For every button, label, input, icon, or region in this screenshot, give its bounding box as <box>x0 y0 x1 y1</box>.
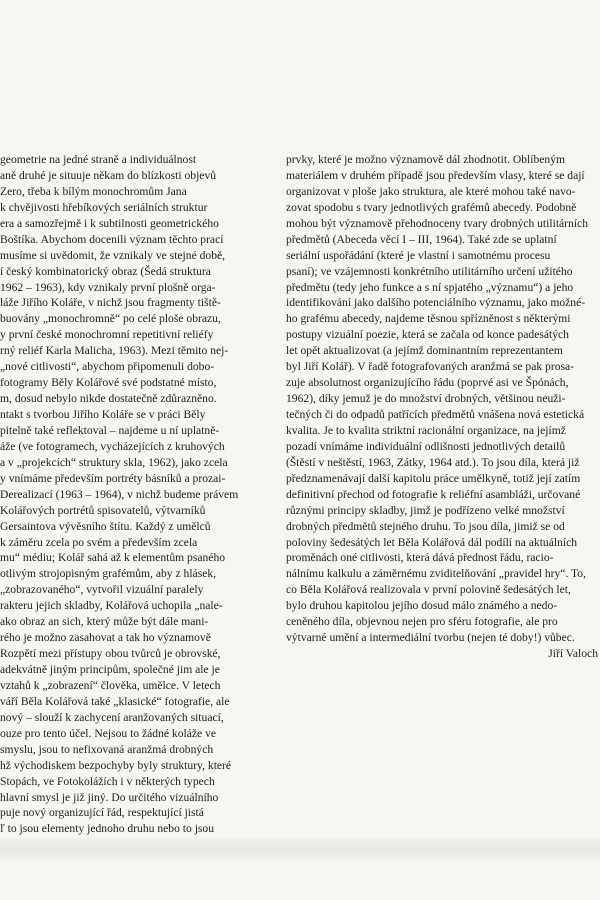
text-line: „zobrazovaného“, vytvořil vizuální paralely <box>0 583 204 597</box>
text-line: buovány „monochromně“ po celé ploše obrazu, <box>0 312 221 326</box>
text-line: co Běla Kolářová realizovala v první polovině šedesátých let, <box>286 583 571 597</box>
text-line: váří Běla Kolářová také „klasické“ fotografie, ale <box>0 694 230 708</box>
text-line: 1962), díky jemuž je do množství drobných, většinou neuži- <box>286 392 566 406</box>
text-line: era a samozřejmě i k subtilnosti geometrického <box>0 216 219 230</box>
text-line: y vnímáme především portréty básníků a prozai- <box>0 471 226 485</box>
text-line: postupy vizuální poezie, která se začala od konce padesátých <box>286 328 569 342</box>
page-bottom-shadow <box>0 838 600 860</box>
text-line: výtvarné umění a intermediální tvorbu (nejen té doby!) vůbec. <box>286 631 575 645</box>
text-line: identifikování jako dalšího potenciálního významu, jako možné- <box>286 296 586 310</box>
text-line: hž východiskem bezpochyby byly struktury, které <box>0 758 232 772</box>
text-line: Derealizací (1963 – 1964), v nichž budeme právem <box>0 487 239 501</box>
text-line: áže (ve fotogramech, vycházejících z kruhových <box>0 439 225 453</box>
text-line: Rozpětí mezi přístupy obou tvůrců je obrovské, <box>0 647 221 661</box>
text-line: a v „projekcích“ struktury skla, 1962), jako zcela <box>0 455 228 469</box>
text-line: y první české monochromní repetitivní reliéfy <box>0 328 214 342</box>
text-line: bylo druhou kapitolou jejího dosud málo známého a nedo- <box>286 599 558 613</box>
text-line: ľ to jsou elementy jednoho druhu nebo to jsou <box>0 822 215 836</box>
text-line: vztahů k „zobrazení“ člověka, umělce. V letech <box>0 678 221 692</box>
text-line: Boštíka. Abychom docenili význam těchto prací <box>0 232 224 246</box>
text-line: zovat spodobu s tvary jednotlivých grafémů abecedy. Podobně <box>286 200 577 214</box>
text-line: ho grafému abecedy, najdeme těsnou spřízněnost s některými <box>286 312 571 326</box>
text-line: ako obraz an sich, který může být dále mani- <box>0 615 209 629</box>
text-line: pozadí vnímáme individuální odlišnosti jednotlivých detailů <box>286 439 566 453</box>
text-line: mohou být významově přehodnoceny tvary drobných utilitárních <box>286 216 589 230</box>
text-line: pujе nový organizující řád, respektující jistá <box>0 806 204 820</box>
text-line: ceněného díla, objevnou nejen pro sféru fotografie, ale pro <box>286 615 558 629</box>
text-line: ntakt s tvorbou Jiřího Koláře se v práci Běly <box>0 408 206 421</box>
text-line: mu“ médiu; Kolář sahá až k elementům psaného <box>0 551 226 565</box>
text-line: 1962 – 1963), kdy vznikaly první plošně orga- <box>0 280 216 294</box>
text-line: m, dosud nebylo nikde dostatečně zdůrazněno. <box>0 392 217 406</box>
author-signature: Jiří Valoch <box>548 647 598 661</box>
text-line: geometrie na jedné straně a individuálnost <box>0 153 197 166</box>
text-line: adekvátně jiným principům, společné jim ale je <box>0 663 220 676</box>
text-line: í český kombinatorický obraz (Šedá struktura <box>0 264 211 278</box>
text-line: otlivým strojopisným grafémům, aby z hlásek, <box>0 567 217 581</box>
text-line: definitivní přechod od fotografie k reliéfní asambláži, určované <box>286 487 581 501</box>
text-line: (Štěstí v neštěstí, 1963, Zátky, 1964 atd.). To jsou díla, která již <box>286 455 580 469</box>
text-line: nový – slouží k zachycení aranžovaných situací, <box>0 710 224 724</box>
text-line: rakteru jejich skladby, Kolářová uchopila „nale- <box>0 599 223 613</box>
text-line: hlavní smysl je již jiný. Do určitého vizuálního <box>0 790 219 804</box>
text-line: Stopách, ve Fotokolážích i v některých typech <box>0 774 215 788</box>
text-line: láže Jiřího Koláře, v nichž jsou fragmenty tiště- <box>0 296 221 310</box>
text-line: musíme si uvědomit, že vznikaly ve stejné době, <box>0 248 226 262</box>
text-line: Kolářových portrétů spisovatelů, výtvarníků <box>0 503 206 517</box>
text-line: smyslu, jsou to nefixovaná aranžmá drobných <box>0 742 214 756</box>
text-line: aně druhé je situuje někam do blízkosti objevů <box>0 168 217 182</box>
text-line: byl Jiří Kolář). V řadě fotografovaných aranžmá se pak prosa- <box>286 360 575 374</box>
text-line: zuje absolutnost organizujícího řádu (poprvé asi ve Špónách, <box>286 376 569 390</box>
text-line: rého je možno zasahovat a tak ho významově <box>0 631 211 645</box>
text-line: předznamenávají další kapitolu práce umělkyně, totiž její zatím <box>286 471 581 485</box>
left-text-column <box>0 152 284 837</box>
text-line: k chvějivosti hřebíkových seriálních struktur <box>0 200 208 214</box>
text-line: fotogramy Běly Kolářové své podstatné místo, <box>0 376 217 390</box>
text-line: předmětů (Abeceda věcí I – III, 1964). Také zde se uplatní <box>286 232 557 246</box>
text-line: seriální uspořádání (které je vlastní i samotnému procesu <box>286 248 551 262</box>
text-line: k záměru zcela po svém a především zcela <box>0 535 198 549</box>
text-line: kvalita. Je to kvalita striktní racionální organizace, na jejímž <box>286 423 566 437</box>
text-line: prvky, které je možno významově dál zhodnotit. Oblíbeným <box>286 153 566 166</box>
text-line: organizovat v ploše jako struktura, ale které mohou také navo- <box>286 184 576 198</box>
text-line: nálnímu kalkulu a záměrnému zviditelňování „pravidel hry“. To, <box>286 567 586 581</box>
text-line: psaní); ve vzájemnosti konkrétního utilitárního určení užitého <box>286 264 573 278</box>
text-line: „nové citlivosti“, abychom připomenuli dobo- <box>0 360 215 374</box>
text-line: tečných či do odpadů patřících předmětů vnášena nová estetická <box>286 408 585 421</box>
text-line: rný reliéf Karla Malicha, 1963). Mezi těmito nej- <box>0 344 229 358</box>
text-line: pitelně také reflektoval – najdeme u ní uplatně- <box>0 423 220 437</box>
text-line: ouze pro tento účel. Nejsou to žádné koláže ve <box>0 726 217 740</box>
text-line: proměnách oné citlivosti, která dává přednost řádu, racio- <box>286 551 554 565</box>
right-text-column <box>286 152 600 662</box>
text-line: materiálem v druhém případě jsou především vlasy, které se dají <box>286 168 585 182</box>
text-line: let opět aktualizovat (a jejímž dominantním reprezentantem <box>286 344 563 358</box>
text-line: Zero, třeba k bílým monochromům Jana <box>0 184 187 198</box>
text-line: drobných předmětů stejného druhu. To jsou díla, jimiž se od <box>286 519 565 533</box>
text-line: předmětu (tedy jeho funkce a s ní spjatého „významu“) a jeho <box>286 280 574 294</box>
text-line: Gersaintova vývěsního štítu. Každý z umělců <box>0 519 211 533</box>
text-line: různými principy skladby, jimž je podřízeno velké množství <box>286 503 565 517</box>
text-line: poloviny šedesátých let Běla Kolářová dál podílí na aktuálních <box>286 535 578 549</box>
